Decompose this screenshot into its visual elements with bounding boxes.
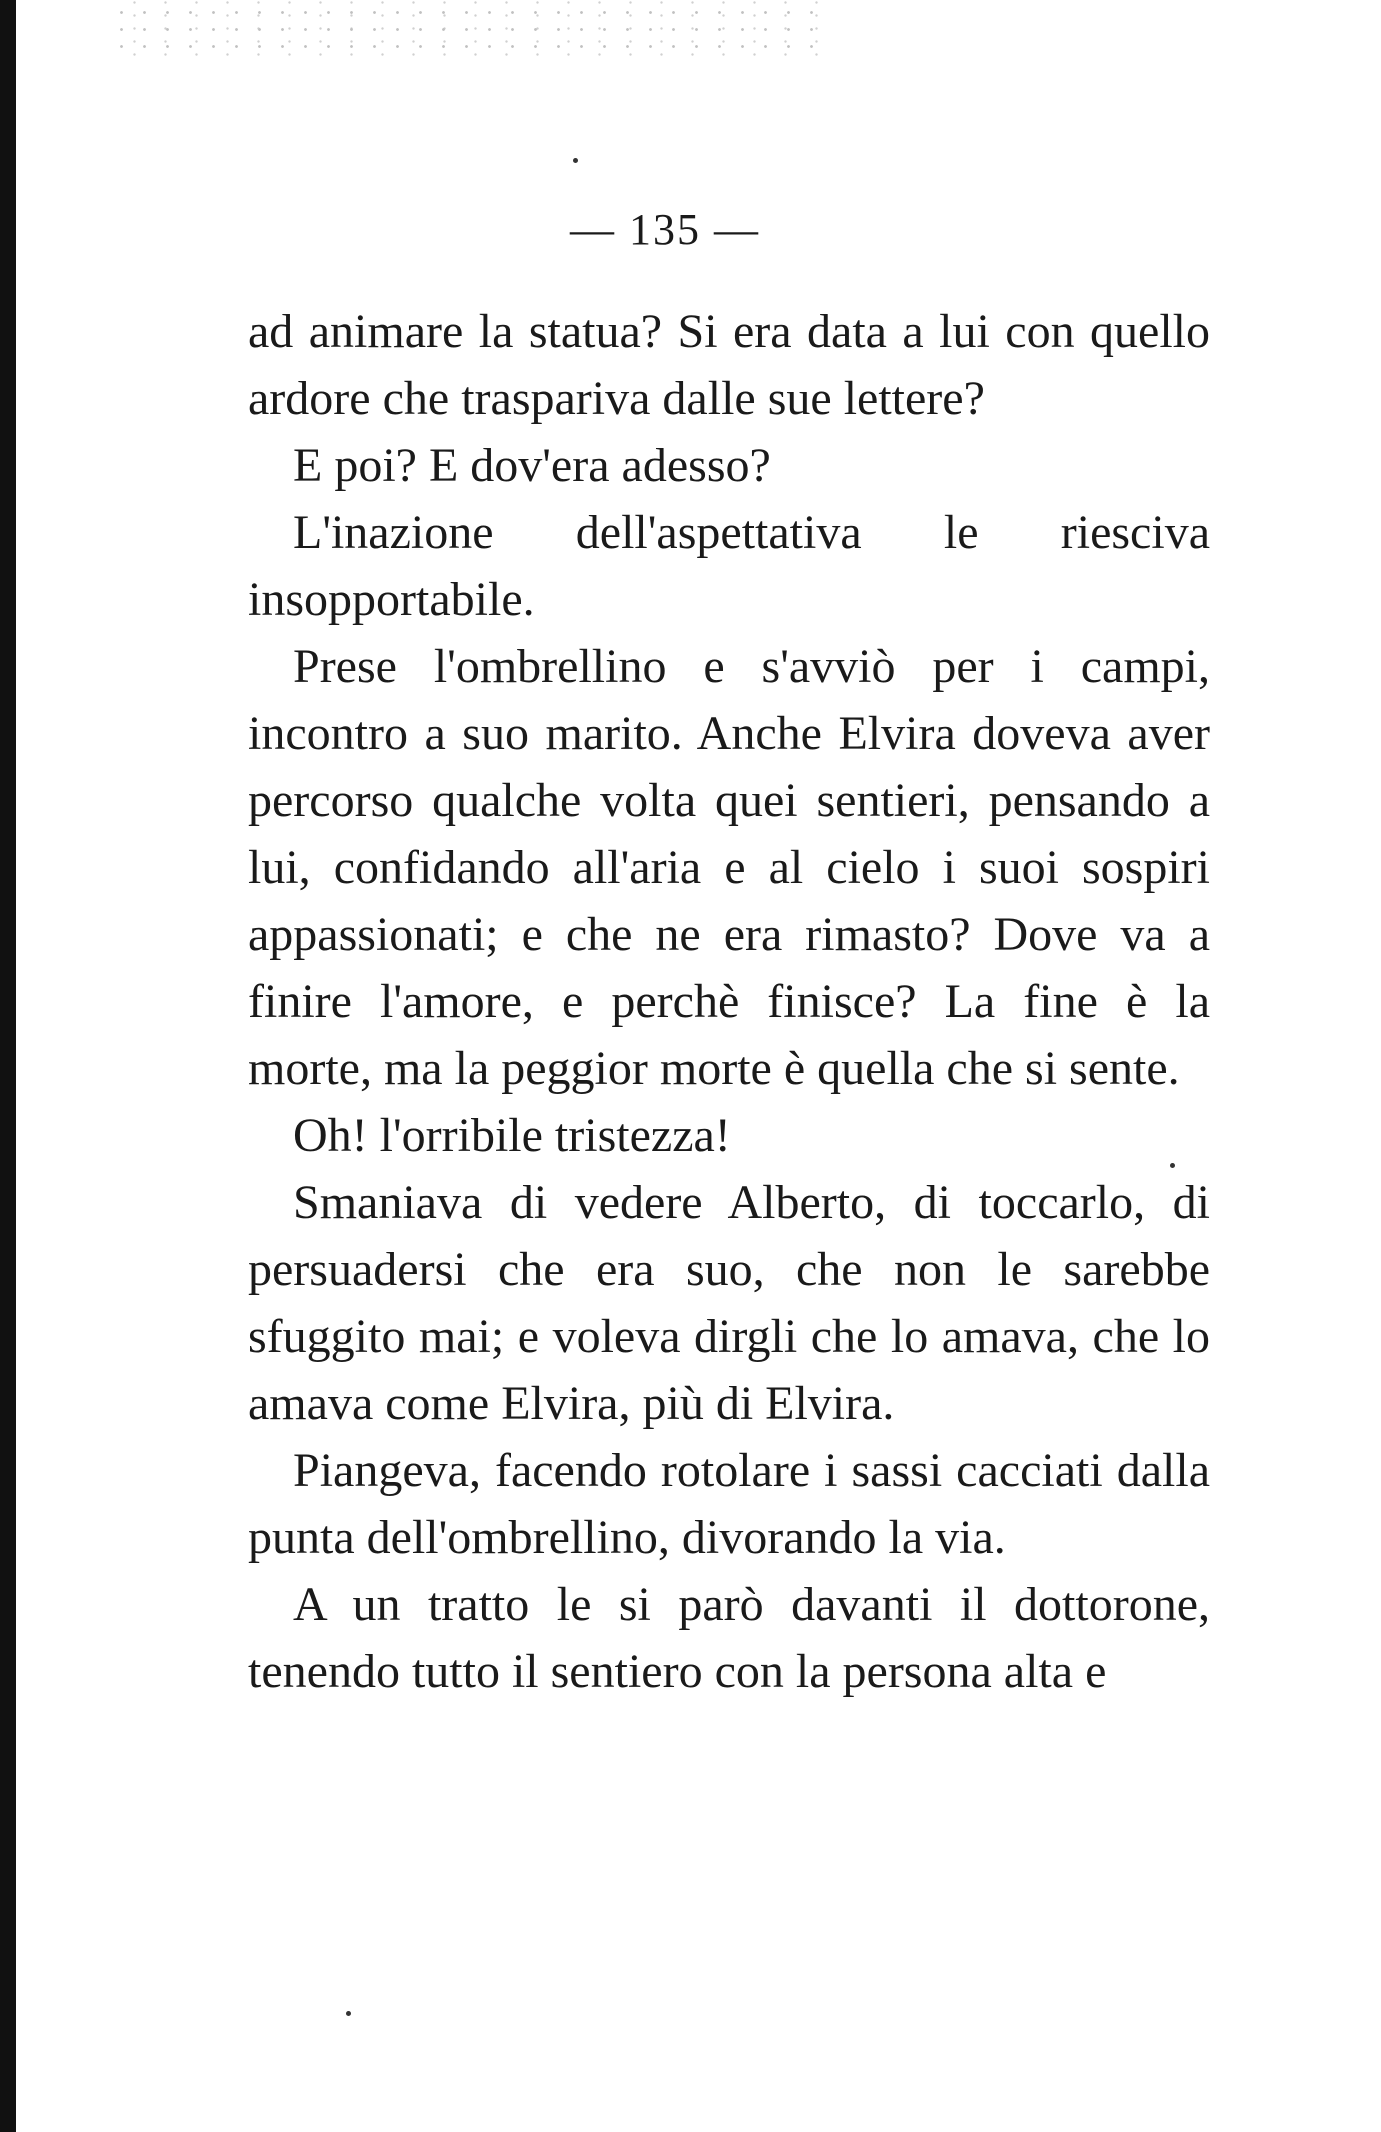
paragraph: A un tratto le si parò davanti il dottorone, tenendo tutto il sentiero con la persona alta e [248, 1578, 1210, 1698]
paragraph: Oh! l'orribile tristezza! [293, 1109, 731, 1162]
paragraph: L'inazione dell'aspettativa le riesciva insopportabile. [248, 506, 1210, 626]
paragraph: ad animare la statua? Si era data a lui con quello ardore che traspariva dalle sue lettere? [248, 305, 1210, 425]
paragraph: Prese l'ombrellino e s'avviò per i campi, incontro a suo marito. Anche Elvira doveva aver percorso qualche volta quei sentieri, pensando a lui, confidando all'aria e al cielo i suoi sospiri appassionati; e che ne era rimasto? Dove va a finire l'amore, e perchè finisce? La fine è la morte, ma la peggior morte è quella che si sente. [248, 640, 1210, 1095]
page-number: — 135 — [570, 205, 760, 254]
paragraph: Piangeva, facendo rotolare i sassi cacciati dalla punta dell'ombrellino, divorando la via. [248, 1444, 1210, 1564]
scan-noise [110, 0, 830, 60]
scan-speck [573, 158, 578, 163]
scan-speck [346, 2011, 351, 2016]
page-body [248, 298, 1210, 1705]
paragraph: E poi? E dov'era adesso? [293, 439, 771, 492]
page-edge-shadow [0, 0, 16, 2132]
paragraph: Smaniava di vedere Alberto, di toccarlo, di persuadersi che era suo, che non le sarebbe sfuggito mai; e voleva dirgli che lo amava, che lo amava come Elvira, più di Elvira. [248, 1176, 1210, 1430]
